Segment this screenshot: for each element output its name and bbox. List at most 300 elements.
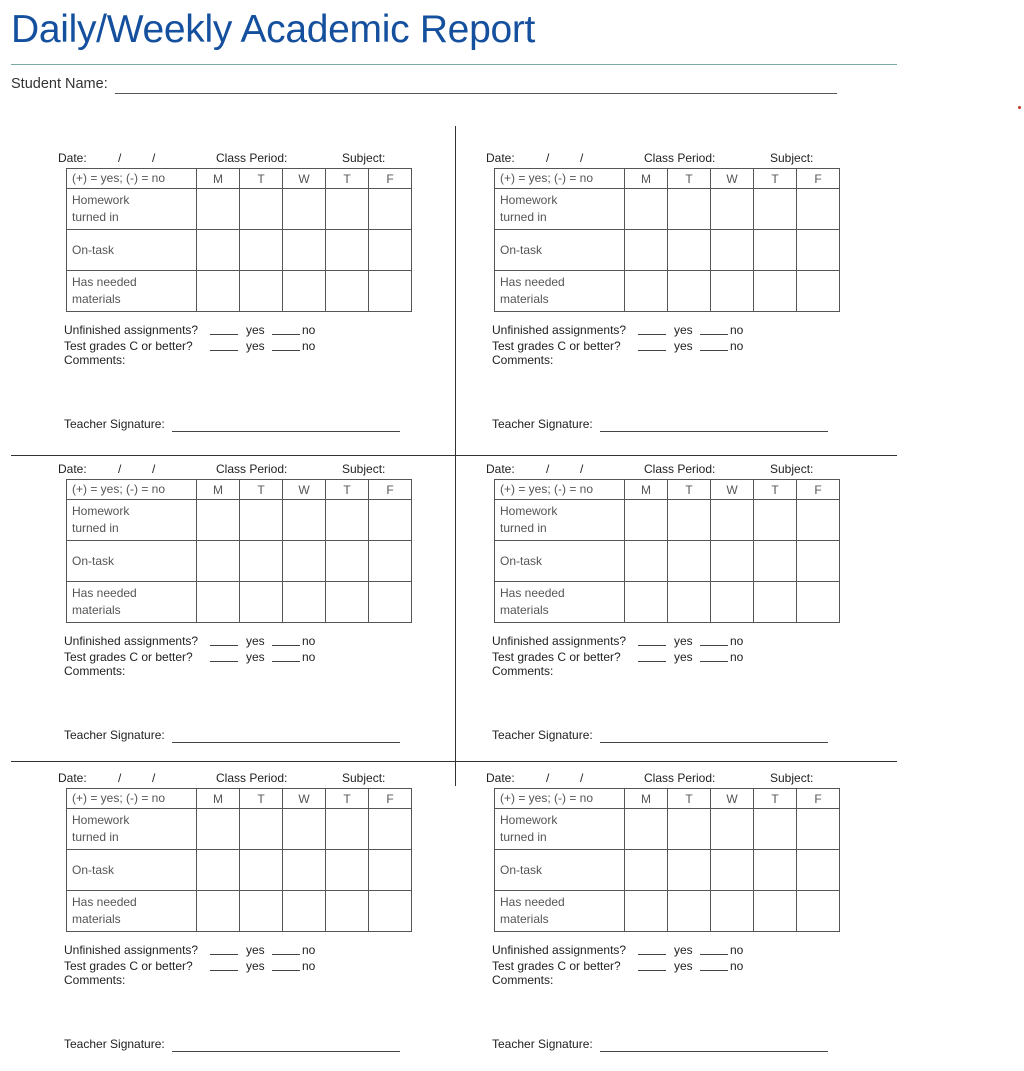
day-header: M xyxy=(197,789,240,809)
legend-cell: (+) = yes; (-) = no xyxy=(67,789,197,809)
yes-label: yes xyxy=(674,943,693,957)
check-cell[interactable] xyxy=(711,271,754,312)
date-label: Date: xyxy=(486,771,515,785)
no-blank[interactable] xyxy=(272,661,300,662)
day-header: M xyxy=(625,169,668,189)
class-period-label: Class Period: xyxy=(644,462,716,476)
yes-label: yes xyxy=(674,650,693,664)
row-label xyxy=(67,271,197,312)
check-cell[interactable] xyxy=(711,891,754,932)
date-slash: / xyxy=(546,151,550,165)
yes-blank[interactable] xyxy=(638,645,666,646)
table-row xyxy=(67,271,412,312)
check-cell[interactable] xyxy=(326,582,369,623)
check-cell[interactable] xyxy=(240,189,283,230)
teacher-signature-label: Teacher Signature: xyxy=(492,1037,593,1051)
table-row xyxy=(495,230,840,271)
yes-label: yes xyxy=(246,943,265,957)
question-label: Unfinished assignments? xyxy=(492,943,627,957)
question-label: Unfinished assignments? xyxy=(64,323,199,337)
table-row xyxy=(67,541,412,582)
day-header: T xyxy=(326,789,369,809)
no-label: no xyxy=(730,634,744,648)
day-header: F xyxy=(797,169,840,189)
date-slash: / xyxy=(546,771,550,785)
check-cell[interactable] xyxy=(625,500,668,541)
check-cell[interactable] xyxy=(326,271,369,312)
no-blank[interactable] xyxy=(272,954,300,955)
check-cell[interactable] xyxy=(797,809,840,850)
no-label: no xyxy=(730,650,744,664)
question-label: Unfinished assignments? xyxy=(64,943,199,957)
yes-blank[interactable] xyxy=(210,334,238,335)
check-cell[interactable] xyxy=(668,500,711,541)
no-label: no xyxy=(302,634,316,648)
day-header: T xyxy=(240,789,283,809)
date-slash: / xyxy=(118,771,122,785)
row-label-line: Has needed xyxy=(72,586,137,600)
comments-label: Comments: xyxy=(492,664,554,678)
check-cell[interactable] xyxy=(711,500,754,541)
teacher-signature-label: Teacher Signature: xyxy=(64,1037,165,1051)
check-cell[interactable] xyxy=(326,541,369,582)
check-cell[interactable] xyxy=(668,891,711,932)
day-header: T xyxy=(240,169,283,189)
row-label-line: Homework xyxy=(500,504,558,518)
check-cell[interactable] xyxy=(668,582,711,623)
date-label: Date: xyxy=(486,462,515,476)
no-label: no xyxy=(730,339,744,353)
check-cell[interactable] xyxy=(711,809,754,850)
check-cell[interactable] xyxy=(797,500,840,541)
check-cell[interactable] xyxy=(326,891,369,932)
no-blank[interactable] xyxy=(700,350,728,351)
row-label-line: Has needed xyxy=(72,275,137,289)
check-cell[interactable] xyxy=(754,189,797,230)
check-cell[interactable] xyxy=(369,891,412,932)
day-header: T xyxy=(668,789,711,809)
title-divider xyxy=(11,64,897,65)
check-cell[interactable] xyxy=(625,809,668,850)
table-row xyxy=(495,189,840,230)
behavior-table xyxy=(66,788,412,932)
no-blank[interactable] xyxy=(272,970,300,971)
table-header-row xyxy=(495,169,840,189)
yes-blank[interactable] xyxy=(638,954,666,955)
legend-cell: (+) = yes; (-) = no xyxy=(67,169,197,189)
table-row xyxy=(495,809,840,850)
yes-label: yes xyxy=(246,339,265,353)
row-label-line: Has needed xyxy=(72,895,137,909)
teacher-signature-field[interactable] xyxy=(172,1051,400,1052)
teacher-signature-label: Teacher Signature: xyxy=(492,417,593,431)
check-cell[interactable] xyxy=(754,891,797,932)
check-cell[interactable] xyxy=(625,850,668,891)
no-blank[interactable] xyxy=(700,661,728,662)
check-cell[interactable] xyxy=(240,891,283,932)
check-cell[interactable] xyxy=(240,230,283,271)
check-cell[interactable] xyxy=(240,500,283,541)
day-header: F xyxy=(369,169,412,189)
check-cell[interactable] xyxy=(326,850,369,891)
question-label: Unfinished assignments? xyxy=(492,323,627,337)
yes-blank[interactable] xyxy=(210,954,238,955)
check-cell[interactable] xyxy=(625,541,668,582)
table-row xyxy=(67,230,412,271)
check-cell[interactable] xyxy=(197,809,240,850)
check-cell[interactable] xyxy=(240,271,283,312)
check-cell[interactable] xyxy=(668,541,711,582)
day-header: T xyxy=(326,169,369,189)
teacher-signature-field[interactable] xyxy=(600,742,828,743)
check-cell[interactable] xyxy=(197,850,240,891)
table-row xyxy=(495,500,840,541)
no-label: no xyxy=(302,943,316,957)
check-cell[interactable] xyxy=(668,230,711,271)
check-cell[interactable] xyxy=(326,809,369,850)
check-cell[interactable] xyxy=(369,271,412,312)
card-header xyxy=(58,151,418,167)
row-label-line: On-task xyxy=(500,553,543,568)
check-cell[interactable] xyxy=(797,582,840,623)
question-label: Test grades C or better? xyxy=(64,959,193,973)
yes-blank[interactable] xyxy=(638,970,666,971)
table-row xyxy=(67,500,412,541)
yes-label: yes xyxy=(674,634,693,648)
day-header: F xyxy=(797,789,840,809)
question-label: Unfinished assignments? xyxy=(64,634,199,648)
row-label-line: Homework xyxy=(500,193,558,207)
teacher-signature-field[interactable] xyxy=(600,1051,828,1052)
check-cell[interactable] xyxy=(283,271,326,312)
row-label-line: Homework xyxy=(72,813,130,827)
check-cell[interactable] xyxy=(197,891,240,932)
check-cell[interactable] xyxy=(668,271,711,312)
check-cell[interactable] xyxy=(326,230,369,271)
check-cell[interactable] xyxy=(369,850,412,891)
check-cell[interactable] xyxy=(711,850,754,891)
day-header: W xyxy=(283,169,326,189)
row-label xyxy=(495,271,625,312)
date-slash: / xyxy=(152,462,156,476)
report-card xyxy=(486,462,886,762)
question-label: Unfinished assignments? xyxy=(492,634,627,648)
subject-label: Subject: xyxy=(770,771,814,785)
yes-blank[interactable] xyxy=(210,645,238,646)
yes-blank[interactable] xyxy=(210,970,238,971)
yes-blank[interactable] xyxy=(638,334,666,335)
behavior-table xyxy=(494,168,840,312)
day-header: T xyxy=(668,169,711,189)
row-label xyxy=(67,891,197,932)
row-label xyxy=(495,230,625,271)
row-label xyxy=(67,582,197,623)
table-header-row xyxy=(67,169,412,189)
check-cell[interactable] xyxy=(797,891,840,932)
check-cell[interactable] xyxy=(240,809,283,850)
day-header: M xyxy=(197,480,240,500)
yes-label: yes xyxy=(674,323,693,337)
day-header: T xyxy=(668,480,711,500)
row-label-line: On-task xyxy=(72,242,115,257)
day-header: T xyxy=(754,169,797,189)
check-cell[interactable] xyxy=(197,500,240,541)
row-label-line: materials xyxy=(500,603,549,617)
row-label-line: turned in xyxy=(72,521,119,535)
question-label: Test grades C or better? xyxy=(492,650,621,664)
check-cell[interactable] xyxy=(369,541,412,582)
row-label xyxy=(67,850,197,891)
row-label-line: On-task xyxy=(500,242,543,257)
row-label-line: On-task xyxy=(500,862,543,877)
table-row xyxy=(67,891,412,932)
check-cell[interactable] xyxy=(369,500,412,541)
report-card xyxy=(58,151,458,451)
check-cell[interactable] xyxy=(625,189,668,230)
question-label: Test grades C or better? xyxy=(64,339,193,353)
card-header xyxy=(486,151,846,167)
date-label: Date: xyxy=(486,151,515,165)
class-period-label: Class Period: xyxy=(644,771,716,785)
date-slash: / xyxy=(546,462,550,476)
day-header: M xyxy=(197,169,240,189)
check-cell[interactable] xyxy=(625,891,668,932)
row-label-line: On-task xyxy=(72,862,115,877)
check-cell[interactable] xyxy=(625,582,668,623)
check-cell[interactable] xyxy=(240,582,283,623)
teacher-signature-field[interactable] xyxy=(172,742,400,743)
check-cell[interactable] xyxy=(283,850,326,891)
teacher-signature-label: Teacher Signature: xyxy=(64,417,165,431)
legend-cell: (+) = yes; (-) = no xyxy=(495,169,625,189)
comments-label: Comments: xyxy=(492,353,554,367)
check-cell[interactable] xyxy=(197,541,240,582)
date-slash: / xyxy=(580,771,584,785)
day-header: T xyxy=(326,480,369,500)
card-header xyxy=(58,771,418,787)
check-cell[interactable] xyxy=(797,189,840,230)
check-cell[interactable] xyxy=(369,230,412,271)
table-row xyxy=(495,850,840,891)
check-cell[interactable] xyxy=(240,541,283,582)
check-cell[interactable] xyxy=(369,189,412,230)
check-cell[interactable] xyxy=(369,809,412,850)
report-card xyxy=(486,771,886,1071)
check-cell[interactable] xyxy=(197,271,240,312)
row-label-line: Homework xyxy=(500,813,558,827)
check-cell[interactable] xyxy=(711,230,754,271)
yes-blank[interactable] xyxy=(210,661,238,662)
report-card xyxy=(486,151,886,451)
report-card xyxy=(58,462,458,762)
yes-label: yes xyxy=(246,650,265,664)
no-label: no xyxy=(302,323,316,337)
no-blank[interactable] xyxy=(700,954,728,955)
check-cell[interactable] xyxy=(668,809,711,850)
check-cell[interactable] xyxy=(283,891,326,932)
class-period-label: Class Period: xyxy=(644,151,716,165)
row-label-line: Homework xyxy=(72,193,130,207)
row-label xyxy=(495,582,625,623)
check-cell[interactable] xyxy=(283,189,326,230)
row-label xyxy=(67,189,197,230)
check-cell[interactable] xyxy=(797,230,840,271)
yes-blank[interactable] xyxy=(638,350,666,351)
table-row xyxy=(495,891,840,932)
check-cell[interactable] xyxy=(283,500,326,541)
check-cell[interactable] xyxy=(283,541,326,582)
check-cell[interactable] xyxy=(369,582,412,623)
class-period-label: Class Period: xyxy=(216,462,288,476)
class-period-label: Class Period: xyxy=(216,771,288,785)
no-label: no xyxy=(302,650,316,664)
check-cell[interactable] xyxy=(326,189,369,230)
check-cell[interactable] xyxy=(197,582,240,623)
comments-label: Comments: xyxy=(492,973,554,987)
check-cell[interactable] xyxy=(754,582,797,623)
row-label xyxy=(495,891,625,932)
row-label xyxy=(495,189,625,230)
card-header xyxy=(486,771,846,787)
comments-label: Comments: xyxy=(64,664,126,678)
table-header-row xyxy=(67,480,412,500)
behavior-table xyxy=(66,168,412,312)
row-label xyxy=(495,850,625,891)
no-label: no xyxy=(302,959,316,973)
date-label: Date: xyxy=(58,771,87,785)
check-cell[interactable] xyxy=(197,189,240,230)
check-cell[interactable] xyxy=(240,850,283,891)
no-blank[interactable] xyxy=(700,645,728,646)
check-cell[interactable] xyxy=(625,230,668,271)
date-slash: / xyxy=(118,151,122,165)
yes-label: yes xyxy=(246,634,265,648)
teacher-signature-field[interactable] xyxy=(600,431,828,432)
row-label-line: materials xyxy=(500,292,549,306)
check-cell[interactable] xyxy=(283,582,326,623)
check-cell[interactable] xyxy=(711,541,754,582)
no-blank[interactable] xyxy=(272,350,300,351)
row-label-line: turned in xyxy=(72,830,119,844)
check-cell[interactable] xyxy=(797,850,840,891)
table-header-row xyxy=(67,789,412,809)
check-cell[interactable] xyxy=(754,230,797,271)
check-cell[interactable] xyxy=(797,541,840,582)
table-header-row xyxy=(495,480,840,500)
subject-label: Subject: xyxy=(770,462,814,476)
check-cell[interactable] xyxy=(326,500,369,541)
yes-label: yes xyxy=(246,323,265,337)
table-row xyxy=(67,850,412,891)
check-cell[interactable] xyxy=(668,850,711,891)
comments-label: Comments: xyxy=(64,973,126,987)
row-label-line: turned in xyxy=(72,210,119,224)
question-label: Test grades C or better? xyxy=(492,959,621,973)
row-label-line: Has needed xyxy=(500,275,565,289)
row-label xyxy=(67,500,197,541)
table-row xyxy=(495,582,840,623)
row-label xyxy=(67,230,197,271)
check-cell[interactable] xyxy=(754,541,797,582)
row-label-line: materials xyxy=(72,603,121,617)
student-name-field[interactable] xyxy=(115,93,837,94)
teacher-signature-field[interactable] xyxy=(172,431,400,432)
check-cell[interactable] xyxy=(754,271,797,312)
day-header: W xyxy=(283,789,326,809)
check-cell[interactable] xyxy=(283,809,326,850)
no-label: no xyxy=(730,323,744,337)
behavior-table xyxy=(66,479,412,623)
date-slash: / xyxy=(580,151,584,165)
no-blank[interactable] xyxy=(272,334,300,335)
check-cell[interactable] xyxy=(711,582,754,623)
subject-label: Subject: xyxy=(342,462,386,476)
yes-blank[interactable] xyxy=(638,661,666,662)
check-cell[interactable] xyxy=(283,230,326,271)
check-cell[interactable] xyxy=(625,271,668,312)
check-cell[interactable] xyxy=(668,189,711,230)
day-header: M xyxy=(625,480,668,500)
day-header: W xyxy=(711,789,754,809)
date-slash: / xyxy=(152,771,156,785)
decorative-dot xyxy=(1018,106,1021,109)
day-header: F xyxy=(797,480,840,500)
behavior-table xyxy=(494,479,840,623)
check-cell[interactable] xyxy=(711,189,754,230)
check-cell[interactable] xyxy=(754,500,797,541)
day-header: F xyxy=(369,789,412,809)
yes-label: yes xyxy=(674,339,693,353)
no-blank[interactable] xyxy=(700,334,728,335)
date-slash: / xyxy=(152,151,156,165)
subject-label: Subject: xyxy=(342,151,386,165)
yes-label: yes xyxy=(246,959,265,973)
question-label: Test grades C or better? xyxy=(492,339,621,353)
day-header: M xyxy=(625,789,668,809)
day-header: T xyxy=(240,480,283,500)
date-slash: / xyxy=(580,462,584,476)
no-blank[interactable] xyxy=(272,645,300,646)
row-label-line: materials xyxy=(500,912,549,926)
card-header xyxy=(486,462,846,478)
teacher-signature-label: Teacher Signature: xyxy=(492,728,593,742)
day-header: T xyxy=(754,789,797,809)
check-cell[interactable] xyxy=(197,230,240,271)
date-label: Date: xyxy=(58,151,87,165)
check-cell[interactable] xyxy=(754,850,797,891)
check-cell[interactable] xyxy=(797,271,840,312)
no-label: no xyxy=(730,959,744,973)
row-label-line: Has needed xyxy=(500,586,565,600)
class-period-label: Class Period: xyxy=(216,151,288,165)
row-label xyxy=(67,809,197,850)
legend-cell: (+) = yes; (-) = no xyxy=(67,480,197,500)
row-label-line: materials xyxy=(72,292,121,306)
row-label xyxy=(495,500,625,541)
row-label-line: turned in xyxy=(500,210,547,224)
subject-label: Subject: xyxy=(770,151,814,165)
no-label: no xyxy=(730,943,744,957)
report-card xyxy=(58,771,458,1071)
yes-blank[interactable] xyxy=(210,350,238,351)
table-row xyxy=(67,582,412,623)
no-blank[interactable] xyxy=(700,970,728,971)
check-cell[interactable] xyxy=(754,809,797,850)
day-header: F xyxy=(369,480,412,500)
card-header xyxy=(58,462,418,478)
table-row xyxy=(495,271,840,312)
day-header: W xyxy=(711,169,754,189)
